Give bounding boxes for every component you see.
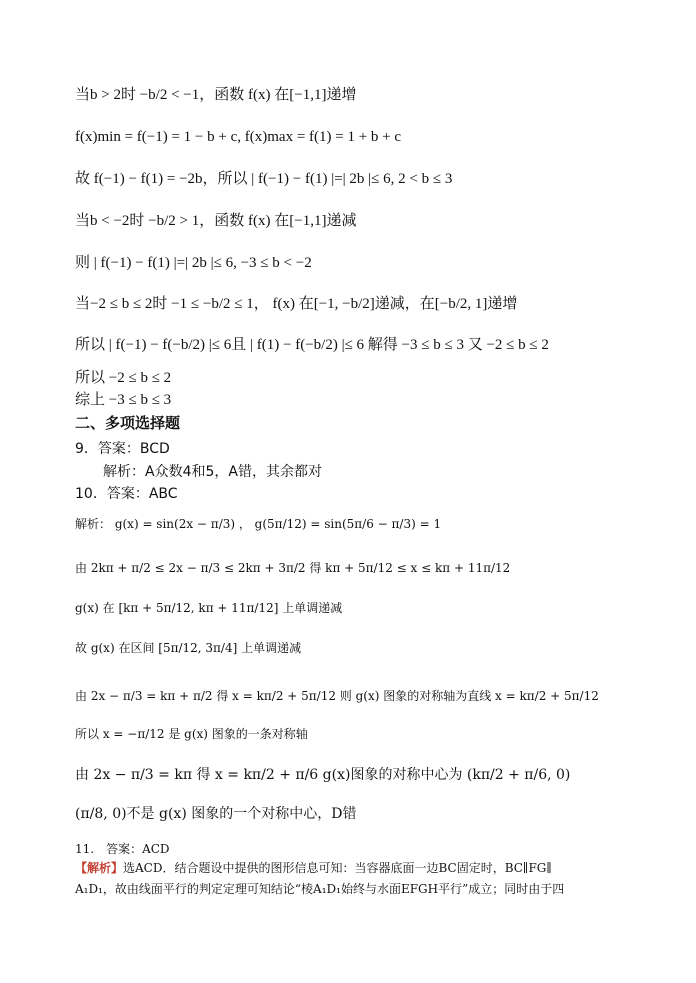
text-line-18: 由 2x − π/3 = kπ + π/2 得 x = kπ/2 + 5π/12 则 g(x) 图象的对称轴为直线 x = kπ/2 + 5π/12 [75, 689, 599, 703]
answer-11: 11. 答案：ACD [75, 842, 170, 856]
text-line-9: 综上 −3 ≤ b ≤ 3 [75, 392, 172, 408]
text-line-5: 则 | f(−1) − f(1) |=| 2b |≤ 6, −3 ≤ b < −2 [75, 255, 312, 271]
section-heading: 二、多项选择题 [75, 414, 181, 432]
analysis-9: 解析：A众数4和5，A错，其余都对 [103, 464, 322, 480]
analysis-text-1: 选ACD．结合题设中提供的图形信息可知：当容器底面一边BC固定时，BC∥FG∥ [123, 861, 552, 875]
text-line-20: 由 2x − π/3 = kπ 得 x = kπ/2 + π/6 g(x)图象的对称中心为 (kπ/2 + π/6, 0) [75, 767, 571, 783]
text-line-15: 由 2kπ + π/2 ≤ 2x − π/3 ≤ 2kπ + 3π/2 得 kπ + 5π/12 ≤ x ≤ kπ + 11π/12 [75, 561, 511, 575]
analysis-line-2: A₁D₁，故由线面平行的判定定理可知结论“棱A₁D₁始终与水面EFGH平行”成立；同时由于四 [75, 882, 565, 896]
answer-10: 10．答案：ABC [75, 486, 178, 502]
text-line-8: 所以 −2 ≤ b ≤ 2 [75, 370, 172, 386]
text-line-16: g(x) 在 [kπ + 5π/12, kπ + 11π/12] 上单调递减 [75, 601, 343, 615]
text-line-4: 当b < −2时 −b/2 > 1，函数 f(x) 在[−1,1]递减 [75, 213, 357, 229]
text-line-1: 当b > 2时 −b/2 < −1，函数 f(x) 在[−1,1]递增 [75, 87, 357, 103]
text-line-6: 当−2 ≤ b ≤ 2时 −1 ≤ −b/2 ≤ 1， f(x) 在[−1, −b/2]递减，在[−b/2, 1]递增 [75, 296, 518, 312]
answer-9: 9．答案：BCD [75, 441, 170, 457]
text-line-2: f(x)min = f(−1) = 1 − b + c, f(x)max = f(1) = 1 + b + c [75, 129, 402, 145]
analysis-line-1 [75, 862, 552, 874]
analysis-tag: 【解析】 [75, 861, 124, 875]
text-line-17: 故 g(x) 在区间 [5π/12, 3π/4] 上单调递减 [75, 641, 302, 655]
text-line-3: 故 f(−1) − f(1) = −2b，所以 | f(−1) − f(1) |=| 2b |≤ 6, 2 < b ≤ 3 [75, 171, 453, 187]
text-line-14: 解析： g(x) = sin(2x − π/3) ， g(5π/12) = sin(5π/6 − π/3) = 1 [75, 517, 442, 531]
text-line-21: (π/8, 0)不是 g(x) 图象的一个对称中心，D错 [75, 806, 357, 822]
text-line-7: 所以 | f(−1) − f(−b/2) |≤ 6且 | f(1) − f(−b/2) |≤ 6 解得 −3 ≤ b ≤ 3 又 −2 ≤ b ≤ 2 [75, 337, 549, 353]
text-line-19: 所以 x = −π/12 是 g(x) 图象的一条对称轴 [75, 727, 308, 741]
